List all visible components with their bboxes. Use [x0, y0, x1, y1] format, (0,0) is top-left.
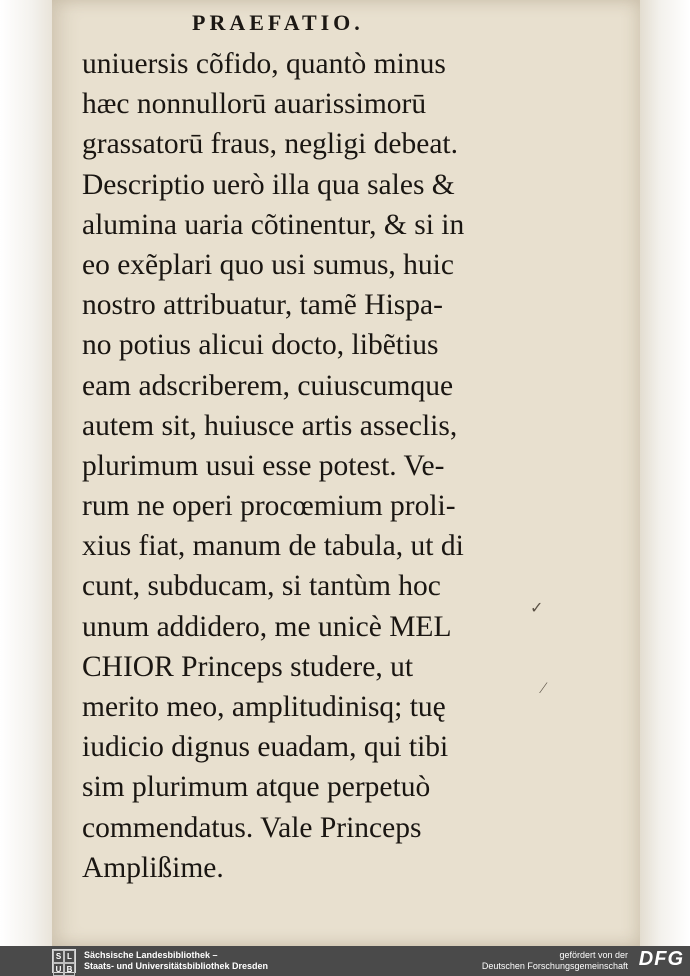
text-line: eo exẽplari quo usi sumus, huic [82, 248, 454, 281]
logo-letter: S [53, 950, 64, 963]
text-line: autem sit, huiusce artis asseclis, [82, 409, 458, 442]
text-line: alumina uaria cõtinentur, & si in [82, 208, 465, 241]
scan-margin-right [640, 0, 690, 946]
text-line: no potius alicui docto, libẽtius [82, 329, 439, 362]
text-line: sim plurimum atque perpetuò [82, 771, 431, 804]
running-head: PRAEFATIO. [192, 10, 364, 35]
slub-logo [52, 949, 76, 973]
margin-mark: ✓ [530, 600, 544, 617]
margin-mark: ⁄ [542, 680, 545, 697]
text-line: uniuersis cõfido, quantò minus [82, 48, 446, 80]
funding-credit-line2: Deutschen Forschungsgemeinschaft [481, 961, 628, 971]
text-line: grassatorū fraus, negligi debeat. [82, 128, 458, 161]
library-name-line1: Sächsische Landesbibliothek – [84, 950, 218, 960]
text-line: eam adscriberem, cuiuscumque [82, 369, 454, 402]
text-line: Descriptio uerò illa qua sales & [82, 168, 455, 201]
logo-letter: B [64, 963, 75, 976]
text-line: hæc nonnullorū auarissimorū [82, 88, 427, 121]
text-line: unum addidero, me unicè MEL [82, 610, 452, 643]
text-line: CHIOR Princeps studere, ut [82, 650, 414, 683]
dfg-logo: DFG [638, 948, 684, 970]
text-line: merito meo, amplitudinisq; tuę [82, 691, 446, 723]
text-line: cunt, subducam, si tantùm hoc [82, 570, 441, 603]
text-line: Amplißime. [82, 851, 224, 884]
logo-letter: U [53, 963, 64, 976]
library-name-line2: Staats- und Universitätsbibliothek Dresden [84, 961, 269, 971]
text-line: nostro attribuatur, tamẽ Hispa- [82, 289, 443, 322]
scan-margin-left [0, 0, 52, 946]
funding-credit-line1: gefördert von der [559, 950, 628, 960]
text-line: plurimum usui esse potest. Ve- [82, 449, 445, 482]
library-name [84, 950, 268, 972]
text-line: xius fiat, manum de tabula, ut di [82, 530, 464, 563]
logo-letter: L [64, 950, 75, 963]
text-block [82, 44, 582, 888]
book-page [52, 0, 640, 946]
text-line: commendatus. Vale Princeps [82, 811, 422, 844]
text-line: rum ne operi procœmium proli- [82, 490, 456, 523]
library-footer [0, 946, 690, 976]
text-line: iudicio dignus euadam, qui tibi [82, 731, 449, 764]
funding-credit [482, 950, 628, 972]
